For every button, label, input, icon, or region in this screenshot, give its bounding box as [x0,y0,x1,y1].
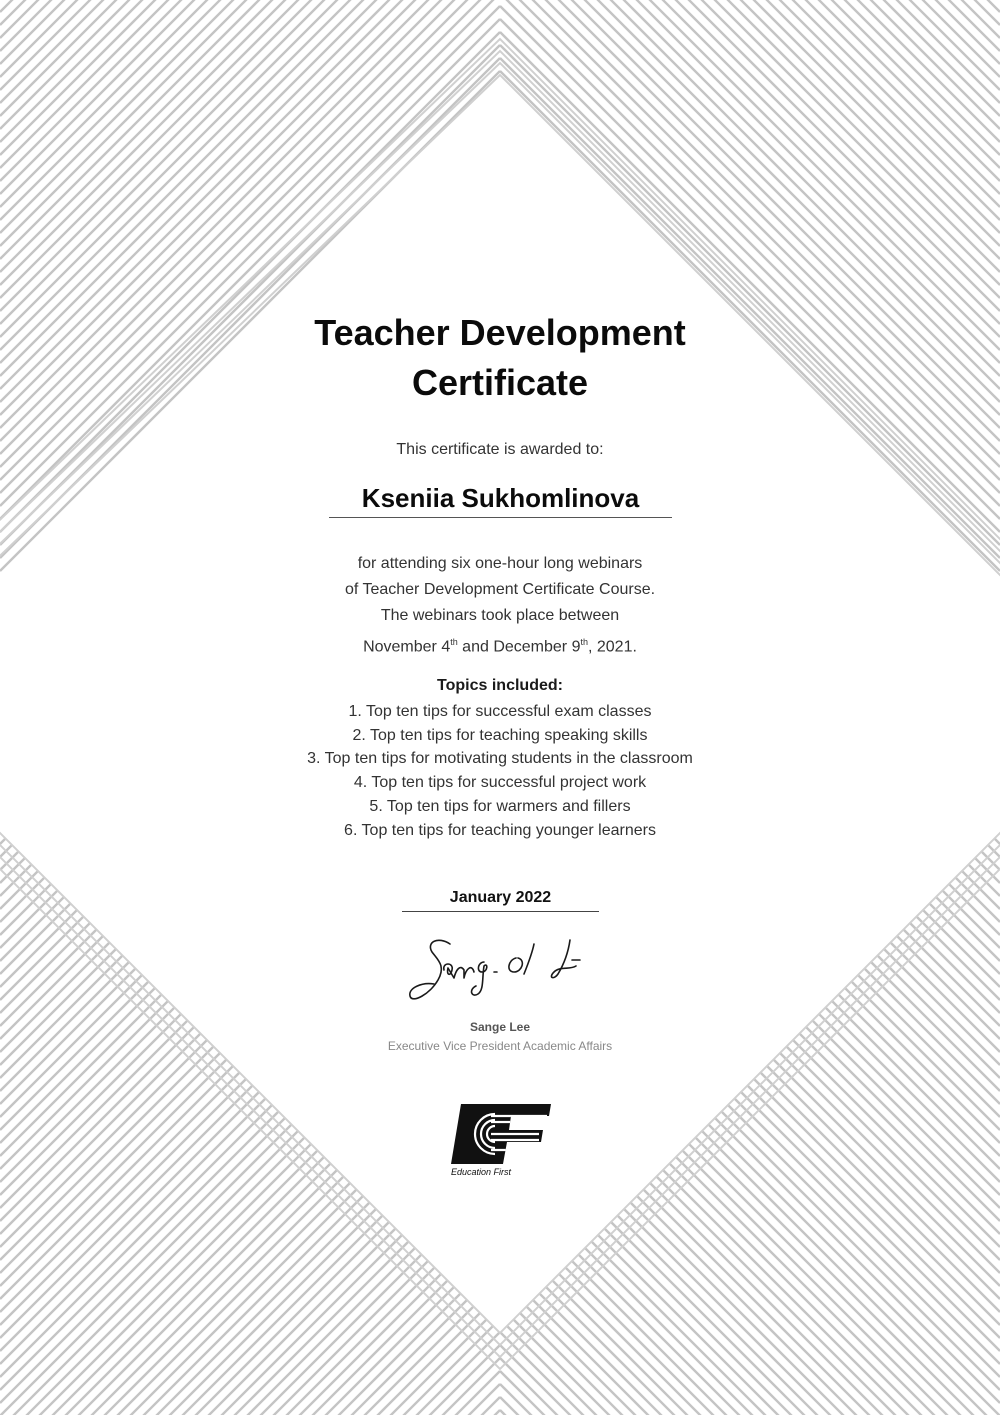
topics-heading: Topics included: [437,677,563,694]
topic-item: 2. Top ten tips for teaching speaking skills [352,726,648,744]
logo-caption: Education First [451,1167,512,1177]
ef-logo [447,1100,557,1180]
description-line-4 [0,629,1000,660]
topic-item: 3. Top ten tips for motivating students in the classroom [307,750,693,768]
start-date-ordinal: th [450,637,458,647]
date-line [402,886,599,912]
title-line-2: Certificate [411,362,589,403]
recipient-name-line [329,480,672,518]
end-date-ordinal: th [580,637,588,647]
topic-item: 1. Top ten tips for successful exam classes [348,703,652,720]
title-line-1: Teacher Development [314,312,686,353]
start-date-text: November 4 [363,638,451,656]
topic-item: 4. Top ten tips for successful project work [353,774,647,792]
signer-title: Executive Vice President Academic Affairs [387,1039,613,1053]
description-line-1: for attending six one-hour long webinars [357,555,643,572]
topics-list [0,700,1000,842]
awarded-to-label: This certificate is awarded to: [396,441,604,458]
certificate-title [0,308,1000,408]
topic-item: 6. Top ten tips for teaching younger learners [344,821,656,839]
description-line-2: of Teacher Development Certificate Course. [344,581,656,598]
certificate-description [0,551,1000,660]
signer-name: Sange Lee [469,1020,531,1034]
end-date-text: and December 9 [457,638,581,656]
signature [398,930,598,1010]
topic-item: 5. Top ten tips for warmers and fillers [369,797,631,815]
issue-date: January 2022 [449,889,552,906]
year-text: , 2021. [587,638,637,656]
recipient-name: Kseniia Sukhomlinova [361,483,640,513]
description-line-3: The webinars took place between [380,607,620,624]
